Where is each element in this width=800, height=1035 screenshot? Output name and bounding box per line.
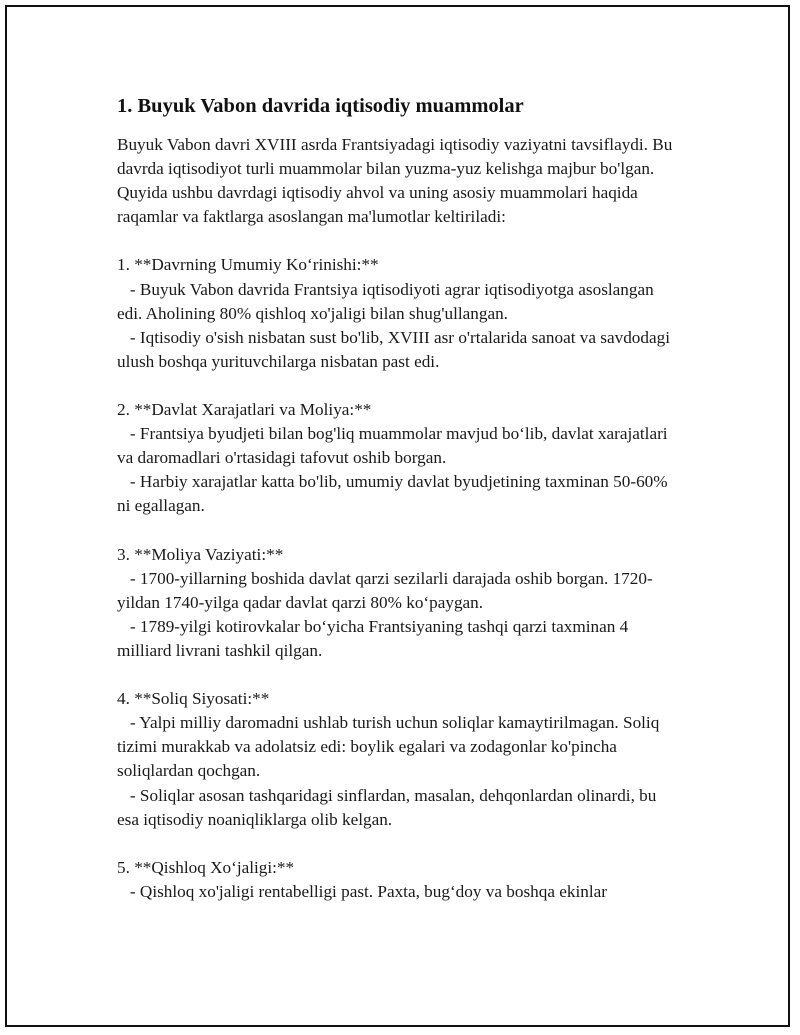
section-5: [117, 856, 677, 904]
section-heading: 1. **Davrning Umumiy Ko‘rinishi:**: [117, 255, 379, 275]
section-point: - Soliqlar asosan tashqaridagi sinflardan, masalan, dehqonlardan olinardi, bu esa iqtisodiy noaniqliklarga olib kelgan.: [117, 785, 661, 829]
section-1: [117, 253, 677, 373]
section-point: - 1789-yilgi kotirovkalar bo‘yicha Frantsiyaning tashqi qarzi taxminan 4 milliard livrani tashkil qilgan.: [117, 616, 633, 660]
section-point: - Iqtisodiy o'sish nisbatan sust bo'lib, XVIII asr o'rtalarida sanoat va savdodagi ulush boshqa yurituvchilarga nisbatan past edi.: [117, 327, 675, 371]
section-4: [117, 687, 677, 832]
section-point: - Harbiy xarajatlar katta bo'lib, umumiy davlat byudjetining taxminan 50-60% ni egallagan.: [117, 472, 672, 516]
section-heading: 3. **Moliya Vaziyati:**: [117, 544, 284, 564]
section-point: - Qishloq xo'jaligi rentabelligi past. Paxta, bug‘doy va boshqa ekinlar: [117, 881, 607, 901]
section-2: [117, 398, 677, 518]
section-heading: 2. **Davlat Xarajatlari va Moliya:**: [117, 400, 372, 420]
document-title: 1. Buyuk Vabon davrida iqtisodiy muammolar: [117, 95, 524, 117]
intro-paragraph: Buyuk Vabon davri XVIII asrda Frantsiyadagi iqtisodiy vaziyatni tavsiflaydi. Bu davrda iqtisodiyot turli muammolar bilan yuzma-yuz kelishga majbur bo'lgan. Quyida ushbu davrdagi iqtisodiy ahvol va uning asosiy muammolari haqida raqamlar va faktlarga asoslangan ma'lumotlar keltiriladi:: [117, 135, 677, 227]
document-body: [117, 92, 677, 904]
section-point: - 1700-yillarning boshida davlat qarzi sezilarli darajada oshib borgan. 1720-yildan 1740-yilga qadar davlat qarzi 80% ko‘paygan.: [117, 568, 653, 612]
section-point: - Buyuk Vabon davrida Frantsiya iqtisodiyoti agrar iqtisodiyotga asoslangan edi. Aholining 80% qishloq xo'jaligi bilan shug'ullangan.: [117, 279, 659, 323]
section-point: - Frantsiya byudjeti bilan bog'liq muammolar mavjud bo‘lib, davlat xarajatlari va daromadlari o'rtasidagi tafovut oshib borgan.: [117, 424, 672, 468]
section-heading: 4. **Soliq Siyosati:**: [117, 689, 270, 709]
section-3: [117, 543, 677, 663]
section-point: - Yalpi milliy daromadni ushlab turish uchun soliqlar kamaytirilmagan. Soliq tizimi murakkab va adolatsiz edi: boylik egalari va zodagonlar ko'pincha soliqlardan qochgan.: [117, 713, 664, 781]
section-heading: 5. **Qishloq Xo‘jaligi:**: [117, 857, 295, 877]
